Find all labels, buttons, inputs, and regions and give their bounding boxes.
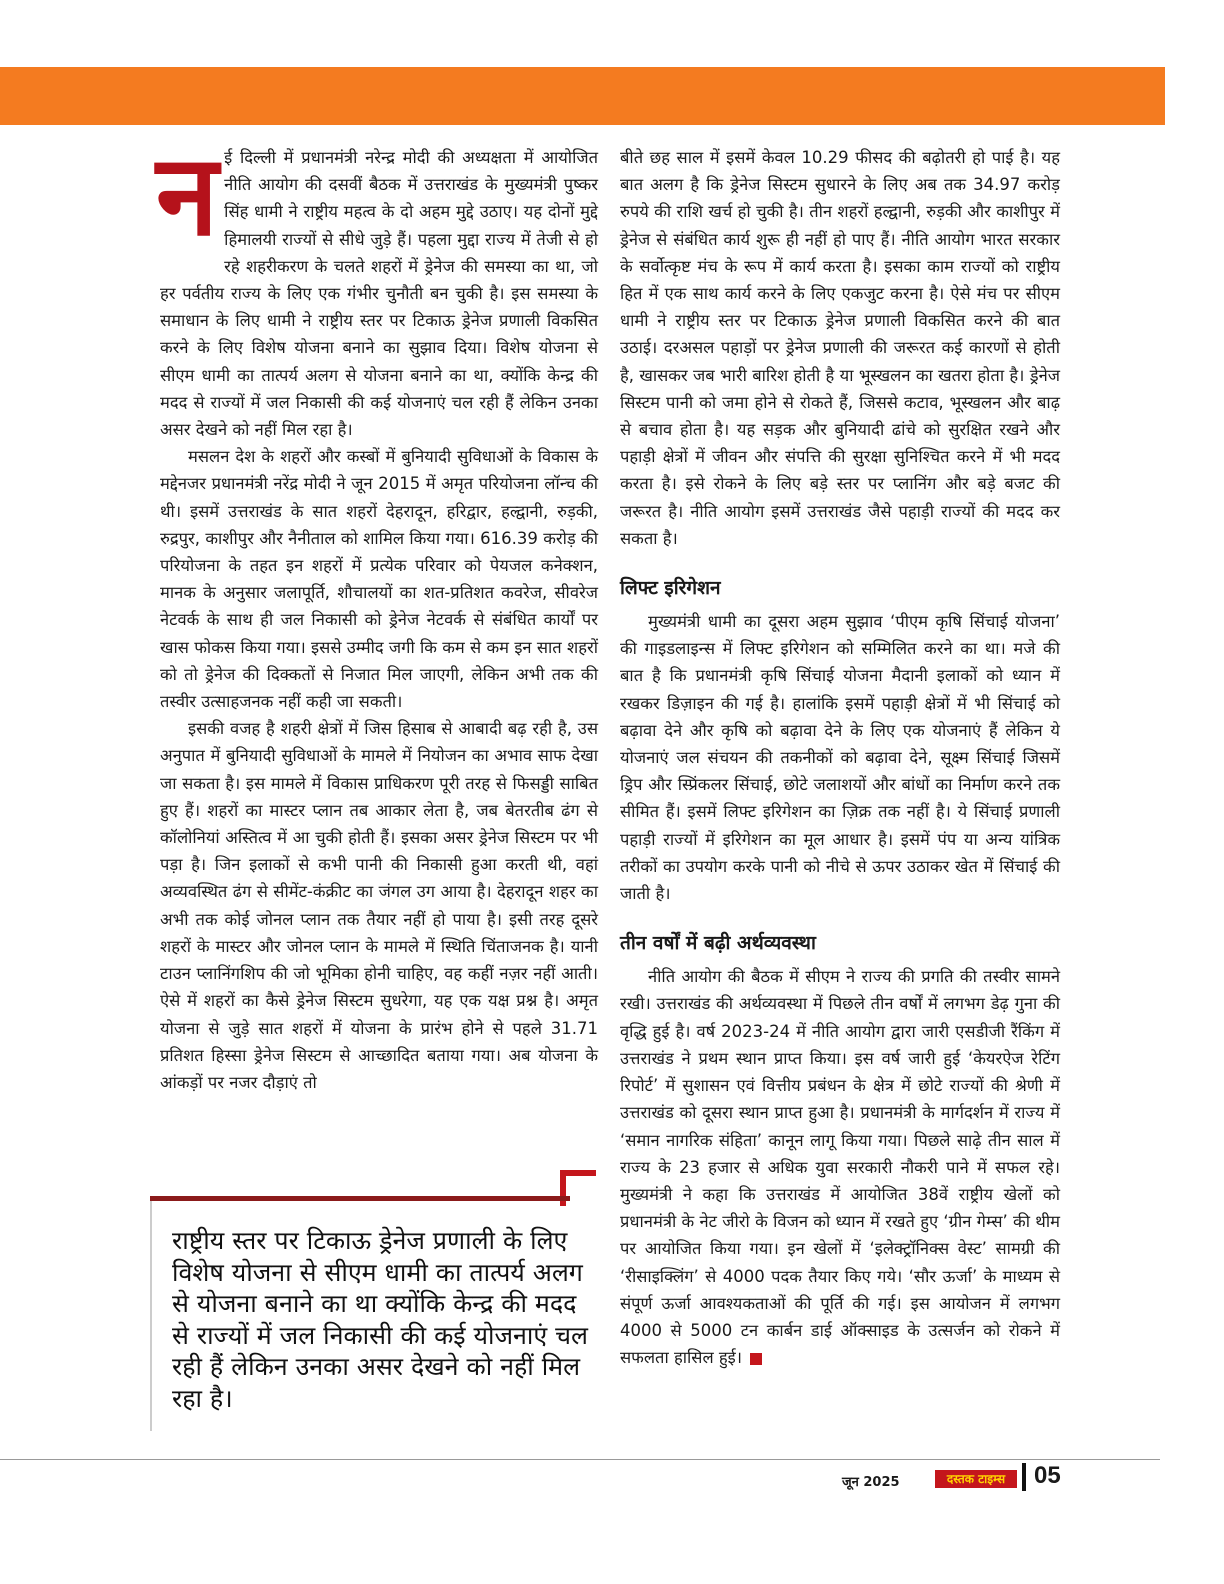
quote-side-rule [150, 1201, 152, 1431]
left-column [156, 131, 598, 1096]
article-paragraph: बीते छह साल में इसमें केवल 10.29 फीसद की बढ़ोतरी हो पाई है। यह बात अलग है कि ड्रेनेज सिस्टम सुधारने के लिए अब तक 34.97 करोड़ रुपये की राशि खर्च हो चुकी है। तीन शहरों हल्द्वानी, रुड़की और काशीपुर में ड्रेनेज से संबंधित कार्य शुरू ही नहीं हो पाए हैं। नीति आयोग भारत सरकार के सर्वोत्कृष्ट मंच के रूप में कार्य करता है। इसका काम राज्यों को राष्ट्रीय हित में एक साथ कार्य करने के लिए एकजुट करना है। ऐसे मंच पर सीएम धामी ने राष्ट्रीय स्तर पर टिकाऊ ड्रेनेज प्रणाली विकसित करने की बात उठाई। दरअसल पहाड़ों पर ड्रेनेज प्रणाली की जरूरत कई कारणों से होती है, खासकर जब भारी बारिश होती है या भूस्खलन का खतरा होता है। ड्रेनेज सिस्टम पानी को जमा होने से रोकते हैं, जिससे कटाव, भूस्खलन और बाढ़ से बचाव होता है। यह सड़क और बुनियादी ढांचे को सुरक्षित रखने और पहाड़ी क्षेत्रों में जीवन और संपत्ति की सुरक्षा सुनिश्चित करने में भी मदद करता है। इसे रोकने के लिए बड़े स्तर पर प्लानिंग और बड़े बजट की जरूरत है। नीति आयोग इसमें उत्तराखंड जैसे पहाड़ी राज्यों की मदद कर सकता है। [620, 148, 1060, 548]
pull-quote: राष्ट्रीय स्तर पर टिकाऊ ड्रेनेज प्रणाली के लिए विशेष योजना से सीएम धामी का तात्पर्य अलग से योजना बनाने का था क्योंकि केन्द्र की मदद से राज्यों में जल निकासी की कई योजनाएं चल रही हैं लेकिन उनका असर देखने को नहीं मिल रहा है। [172, 1226, 588, 1413]
footer-separator [1022, 1463, 1026, 1491]
end-mark-icon [750, 1353, 762, 1365]
article-paragraph: मसलन देश के शहरों और कस्बों में बुनियादी सुविधाओं के विकास के मद्देनजर प्रधानमंत्री नरेंद्र मोदी ने जून 2015 में अमृत परियोजना लॉन्च की थी। इसमें उत्तराखंड के सात शहरों देहरादून, हरिद्वार, हल्द्वानी, रुड़की, रुद्रपुर, काशीपुर और नैनीताल को शामिल किया गया। 616.39 करोड़ की परियोजना के तहत इन शहरों में प्रत्येक परिवार को पेयजल कनेक्शन, मानक के अनुसार जलापूर्ति, शौचालयों का शत-प्रतिशत कवरेज, सीवरेज नेटवर्क के साथ ही जल निकासी को ड्रेनेज नेटवर्क से संबंधित कार्यों पर खास फोकस किया गया। इससे उम्मीद जगी कि कम से कम इन सात शहरों को तो ड्रेनेज की दिक्कतों से निजात मिल जाएगी, लेकिन अभी तक की तस्वीर उत्साहजनक नहीं कही जा सकती। [160, 447, 598, 712]
drop-cap: न [156, 131, 219, 261]
article-paragraph: नीति आयोग की बैठक में सीएम ने राज्य की प्रगति की तस्वीर सामने रखी। उत्तराखंड की अर्थव्यवस्था में पिछले तीन वर्षों में लगभग डेढ़ गुना की वृद्धि हुई है। वर्ष 2023-24 में नीति आयोग द्वारा जारी एसडीजी रैंकिंग में उत्तराखंड ने प्रथम स्थान प्राप्त किया। इस वर्ष जारी हुई ‘केयरऐज रेटिंग रिपोर्ट’ में सुशासन एवं वित्तीय प्रबंधन के क्षेत्र में छोटे राज्यों की श्रेणी में उत्तराखंड को दूसरा स्थान प्राप्त हुआ है। प्रधानमंत्री के मार्गदर्शन में राज्य में ‘समान नागरिक संहिता’ कानून लागू किया गया। पिछले साढ़े तीन साल में राज्य के 23 हजार से अधिक युवा सरकारी नौकरी पाने में सफल रहे। मुख्यमंत्री ने कहा कि उत्तराखंड में आयोजित 38वें राष्ट्रीय खेलों को प्रधानमंत्री के नेट जीरो के विजन को ध्यान में रखते हुए ‘ग्रीन गेम्स’ की थीम पर आयोजित किया गया। इन खेलों में ‘इलेक्ट्रॉनिक्स वेस्ट’ सामग्री की ‘रीसाइक्लिंग’ से 4000 पदक तैयार किए गये। ‘सौर ऊर्जा’ के माध्यम से संपूर्ण ऊर्जा आवश्यकताओं की पूर्ति की गई। इस आयोजन में लगभग 4000 से 5000 टन कार्बन डाई ऑक्साइड के उत्सर्जन को रोकने में सफलता हासिल हुई। [620, 967, 1060, 1368]
right-column [620, 144, 1060, 1371]
issue-month: जून 2025 [842, 1475, 900, 1490]
article-paragraph: नई दिल्ली में प्रधानमंत्री नरेन्द्र मोदी की अध्यक्षता में आयोजित नीति आयोग की दसवीं बैठक में उत्तराखंड के मुख्यमंत्री पुष्कर सिंह धामी ने राष्ट्रीय महत्व के दो अहम मुद्दे उठाए। यह दोनों मुद्दे हिमालयी राज्यों से सीधे जुड़े हैं। पहला मुद्दा राज्य में तेजी से हो रहे शहरीकरण के चलते शहरों में ड्रेनेज की समस्या का था, जो हर पर्वतीय राज्य के लिए एक गंभीर चुनौती बन चुकी है। इस समस्या के समाधान के लिए धामी ने राष्ट्रीय स्तर पर टिकाऊ ड्रेनेज प्रणाली विकसित करने के लिए विशेष योजना बनाने का सुझाव दिया। विशेष योजना से सीएम धामी का तात्पर्य अलग से योजना बनाने का था, क्योंकि केन्द्र की मदद से राज्यों में जल निकासी की कई योजनाएं चल रही हैं लेकिन उनका असर देखने को नहीं मिल रहा है। [156, 131, 598, 440]
header-color-band [0, 67, 1165, 125]
section-heading-economy: तीन वर्षों में बढ़ी अर्थव्यवस्था [620, 932, 816, 955]
article-paragraph: मुख्यमंत्री धामी का दूसरा अहम सुझाव ‘पीएम कृषि सिंचाई योजना’ की गाइडलाइन्स में लिफ्ट इरिगेशन को सम्मिलित करने का था। मजे की बात है कि प्रधानमंत्री कृषि सिंचाई योजना मैदानी इलाकों को ध्यान में रखकर डिज़ाइन की गई है। हालांकि इसमें पहाड़ी क्षेत्रों में भी सिंचाई को बढ़ावा देने और कृषि को बढ़ावा देने के लिए एक योजनाएं हैं लेकिन ये योजनाएं जल संचयन की तकनीकों को बढ़ावा देने, सूक्ष्म सिंचाई जिसमें ड्रिप और स्प्रिंकलर सिंचाई, छोटे जलाशयों और बांधों का निर्माण करने तक सीमित हैं। इसमें लिफ्ट इरिगेशन का ज़िक्र तक नहीं है। ये सिंचाई प्रणाली पहाड़ी राज्यों में इरिगेशन का मूल आधार है। इसमें पंप या अन्य यांत्रिक तरीकों का उपयोग करके पानी को नीचे से ऊपर उठाकर खेत में सिंचाई की जाती है। [620, 612, 1060, 904]
footer-divider [0, 1459, 1160, 1460]
article-paragraph: इसकी वजह है शहरी क्षेत्रों में जिस हिसाब से आबादी बढ़ रही है, उस अनुपात में बुनियादी सुविधाओं के मामले में नियोजन का अभाव साफ देखा जा सकता है। इस मामले में विकास प्राधिकरण पूरी तरह से फिसड्डी साबित हुए हैं। शहरों का मास्टर प्लान तब आकार लेता है, जब बेतरतीब ढंग से कॉलोनियां अस्तित्व में आ चुकी होती हैं। इसका असर ड्रेनेज सिस्टम पर भी पड़ा है। जिन इलाकों से कभी पानी की निकासी हुआ करती थी, वहां अव्यवस्थित ढंग से सीमेंट-कंक्रीट का जंगल उग आया है। देहरादून शहर का अभी तक कोई जोनल प्लान तक तैयार नहीं हो पाया है। इसी तरह दूसरे शहरों के मास्टर और जोनल प्लान के मामले में स्थिति चिंताजनक है। यानी टाउन प्लानिंगशिप की जो भूमिका होनी चाहिए, वह कहीं नज़र नहीं आती। ऐसे में शहरों का कैसे ड्रेनेज सिस्टम सुधरेगा, यह एक यक्ष प्रश्न है। अमृत योजना से जुड़े सात शहरों में योजना के प्रारंभ होने से पहले 31.71 प्रतिशत हिस्सा ड्रेनेज सिस्टम से आच्छादित बताया गया। अब योजना के आंकड़ों पर नजर दौड़ाएं तो [160, 719, 598, 1092]
quote-divider [150, 1196, 570, 1201]
page-number: 05 [1034, 1462, 1061, 1489]
section-heading-lift-irrigation: लिफ्ट इरिगेशन [620, 577, 721, 600]
magazine-logo: दस्तक टाइम्स [935, 1470, 1017, 1488]
